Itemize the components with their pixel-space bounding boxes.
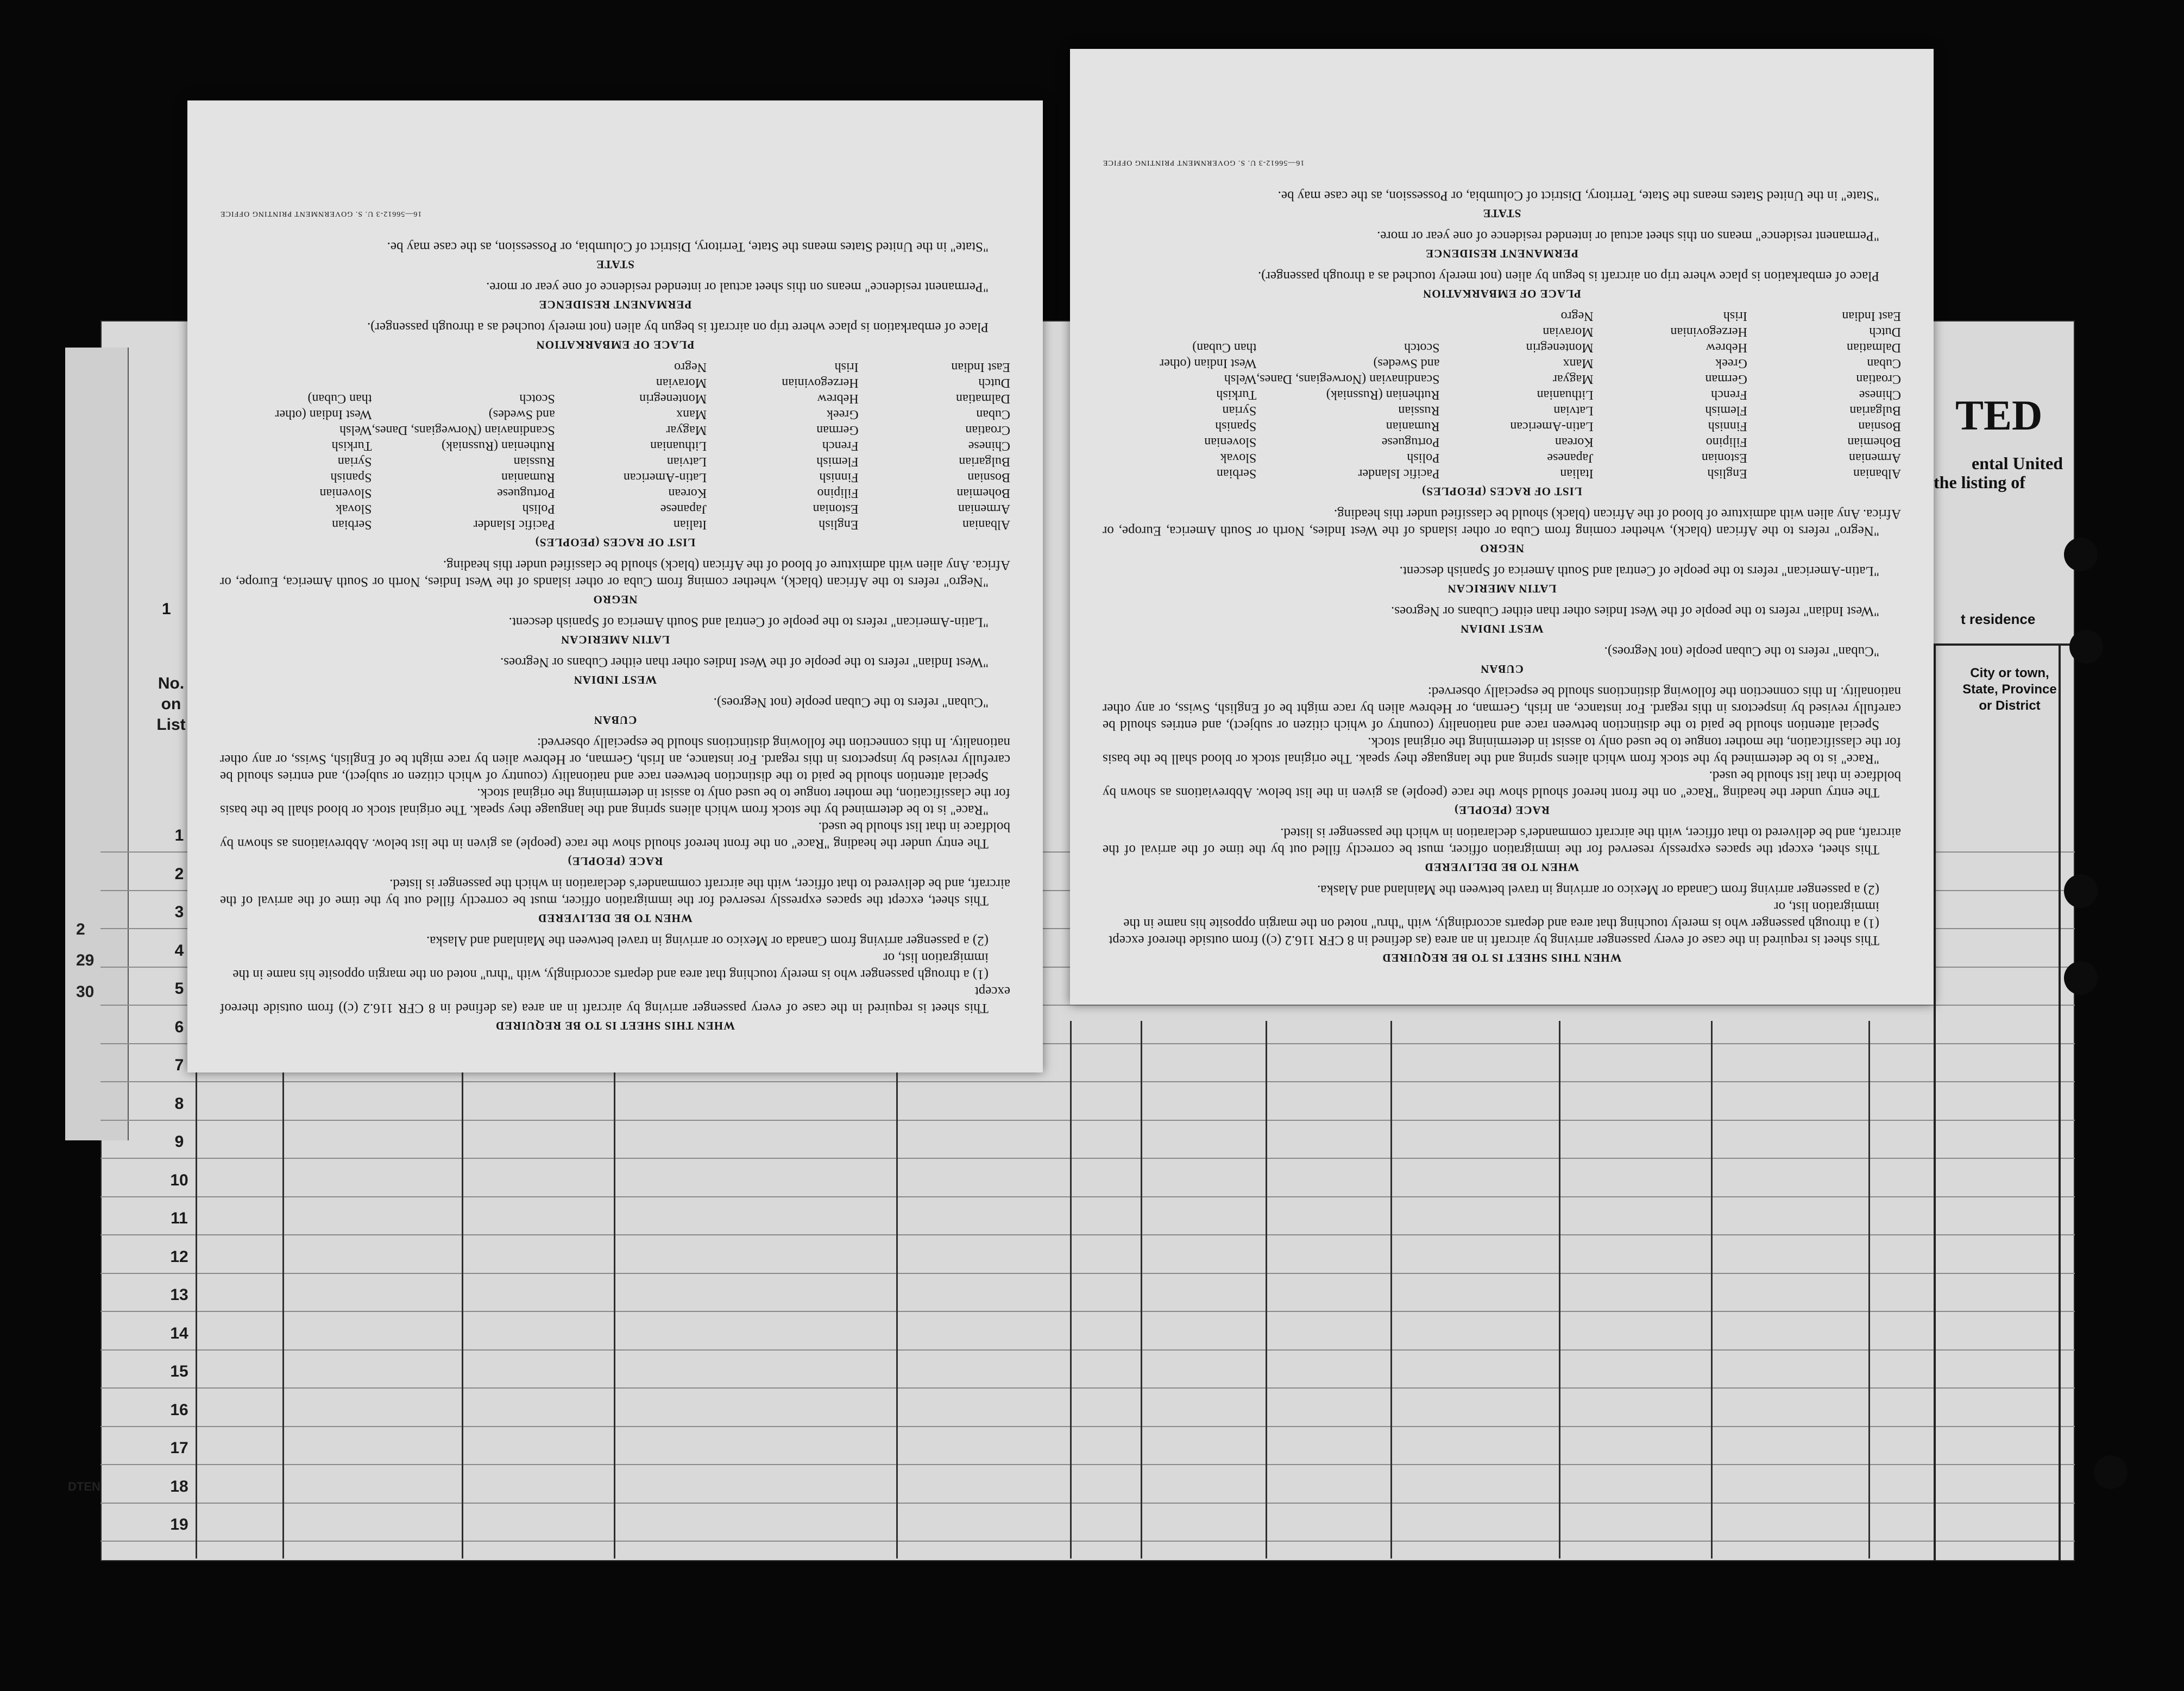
race-entry: Polish [1407, 451, 1440, 465]
race-paragraph: The entry under the heading "Race" on the front hereof should show the race (people) as given in the list below. Abbreviations as shown by boldface in that list should be used. [1103, 768, 1901, 800]
race-entry: East Indian [1842, 309, 1901, 323]
row-number: 13 [170, 1286, 188, 1304]
race-entry: Bohemian [956, 486, 1010, 500]
race-entry: Bulgarian [959, 455, 1010, 469]
row-rule [100, 1234, 2075, 1235]
races-list [220, 359, 1010, 532]
race-entry [220, 375, 372, 390]
race-entry: Pacific Islander [1358, 466, 1440, 481]
race-entry: Greek [1715, 356, 1747, 370]
exception-item-1: (1) a through passenger who is merely touching that area and departs accordingly, with "thru" noted on the margin opposite his name in the immigration list, or [232, 950, 989, 982]
race-entry: Italian [1560, 466, 1594, 481]
col-label-line: No. [158, 674, 185, 692]
row-rule [100, 1196, 2075, 1197]
race-entry [1256, 324, 1439, 339]
race-entry: Herzegovinian [1670, 325, 1747, 339]
races-column [1256, 308, 1439, 481]
row-number: 5 [174, 980, 184, 998]
row-rule [100, 1349, 2075, 1351]
races-column [707, 359, 858, 532]
heading-negro: NEGRO [593, 593, 638, 606]
race-entry: East Indian [951, 360, 1010, 374]
race-entry: Bulgarian [1849, 403, 1901, 418]
race-entry: Latvian [1553, 403, 1594, 418]
stub-number: 2 [76, 920, 85, 938]
race-entry: German [816, 423, 859, 437]
row-number: 4 [174, 941, 184, 960]
race-entry: Russian [1398, 403, 1440, 418]
delivered-paragraph: This sheet, except the spaces expressly reserved for the immigration officer, must be correctly filled out by the time of the arrival of the aircraft, and be delivered to that officer, with the aircraft commander's declaration in which the passenger is listed. [1103, 825, 1901, 857]
instruction-text [220, 133, 1010, 1040]
punch-hole [2064, 961, 2098, 995]
race-entry [1103, 308, 1256, 324]
race-entry: Herzegovinian [782, 376, 859, 390]
race-entry [372, 375, 555, 390]
race-entry: Cuban [1867, 356, 1901, 370]
races-column [1439, 308, 1593, 481]
race-entry: Chinese [968, 439, 1010, 453]
race-entry: Finnish [819, 470, 859, 484]
column-rule [1390, 1021, 1392, 1559]
heading-races-list: LIST OF RACES (PEOPLES) [534, 536, 696, 549]
stub-number: 29 [76, 951, 95, 969]
race-entry: Estonian [1701, 451, 1747, 465]
race-entry: Bosnian [1858, 419, 1901, 433]
race-entry: Japanese [1547, 451, 1594, 465]
race-entry [1103, 324, 1256, 339]
race-entry [1256, 308, 1439, 324]
row-rule [100, 1311, 2075, 1312]
row-rule [100, 1081, 2075, 1082]
heading-required: WHEN THIS SHEET IS TO BE REQUIRED [1382, 951, 1622, 964]
race-entry: than Cuban) [307, 392, 372, 406]
race-entry: Polish [522, 502, 555, 516]
state-paragraph: "State" in the United States means the State, Territory, District of Columbia, or Possession, as the case may be. [387, 239, 989, 254]
race-entry: Scotch [519, 392, 555, 406]
heading-embarkation: PLACE OF EMBARKATION [1423, 287, 1581, 300]
race-entry: Moravian [1543, 325, 1594, 339]
col-label-line: on [161, 695, 181, 713]
race-entry: Pacific Islander [473, 518, 555, 532]
row-number: 1 [174, 826, 184, 844]
row-rule [100, 1273, 2075, 1274]
races-column [859, 359, 1010, 532]
race-entry: Russian [513, 455, 555, 469]
race-entry: Greek [826, 407, 859, 421]
race-entry: Ruthenian (Russniak) [442, 439, 555, 453]
race-entry: Japanese [660, 502, 707, 516]
race-entry: Scandinavian (Norwegians, Danes, [372, 423, 555, 437]
race-entry: Flemish [1705, 403, 1747, 418]
heading-latin-american: LATIN AMERICAN [1447, 582, 1557, 595]
form-header-line: ental United [1972, 453, 2063, 473]
row-rule [100, 1503, 2075, 1504]
negro-paragraph: "Negro" refers to the African (black), whether coming from Cuba or other islands of the West Indies, North or South America, Europe, or Africa. Any alien with admixture of blood of the African (black) should be classified under this heading. [1103, 507, 1901, 538]
instruction-sheet-left [187, 100, 1043, 1072]
column-rule [1266, 1021, 1267, 1559]
race-entry: Dalmatian [1847, 340, 1901, 355]
race-entry: Bohemian [1847, 435, 1901, 449]
race-entry: Spanish [330, 470, 372, 484]
row-number: 11 [171, 1209, 188, 1227]
row-number: 19 [170, 1516, 188, 1534]
row-number: 6 [174, 1018, 184, 1036]
negro-paragraph: "Negro" refers to the African (black), whether coming from Cuba or other islands of the West Indies, North or South America, Europe, or Africa. Any alien with admixture of blood of the African (black) should be classified under this heading. [220, 558, 1010, 589]
race-entry: Ruthenian (Russniak) [1326, 388, 1440, 402]
races-column [220, 359, 372, 532]
permanent-residence-header: t residence [1961, 611, 2036, 627]
races-list [1103, 308, 1901, 481]
column-header-no-on-list [155, 673, 187, 735]
race-entry: Negro [1560, 309, 1594, 323]
city-label-line: or District [1979, 698, 2041, 713]
race-entry: Estonian [813, 502, 859, 516]
heading-west-indian: WEST INDIAN [1460, 622, 1544, 635]
column-rule [282, 1021, 284, 1559]
heading-race: RACE (PEOPLE) [1454, 804, 1550, 817]
stub-code: DTEN [68, 1480, 100, 1493]
race-entry: Slovak [335, 502, 372, 516]
race-entry: Croatian [1856, 372, 1901, 386]
race-entry: Armenian [1849, 451, 1901, 465]
race-entry: Moravian [656, 376, 707, 390]
race-entry: Filipino [817, 486, 859, 500]
race-entry: Dutch [1869, 325, 1901, 339]
race-entry: Hebrew [817, 392, 859, 406]
race-entry: English [1707, 466, 1747, 481]
city-column-header [1958, 665, 2061, 714]
heading-required: WHEN THIS SHEET IS TO BE REQUIRED [495, 1019, 735, 1032]
race-entry: Magyar [1552, 372, 1594, 386]
printer-footer: 16—56612-3 U. S. GOVERNMENT PRINTING OFFICE [1103, 159, 1305, 167]
row-rule [100, 1541, 2075, 1542]
race-entry: Flemish [816, 455, 859, 469]
punch-hole [2064, 874, 2098, 908]
west-indian-paragraph: "West Indian" refers to the people of the West Indies other than either Cubans or Negroes. [500, 655, 989, 670]
column-rule [1559, 1021, 1560, 1559]
race-entry: and Swedes) [488, 407, 555, 421]
race-entry: Turkish [1216, 388, 1257, 402]
delivered-paragraph: This sheet, except the spaces expressly reserved for the immigration officer, must be correctly filled out by the time of the arrival of the aircraft, and be delivered to that officer, with the aircraft commander's declaration in which the passenger is listed. [220, 876, 1010, 908]
cuban-paragraph: "Cuban" refers to the Cuban people (not Negroes). [1604, 644, 1879, 659]
heading-cuban: CUBAN [1480, 662, 1524, 676]
race-entry: Magyar [666, 423, 707, 437]
race-entry: Spanish [1215, 419, 1257, 433]
race-entry: Scotch [1404, 340, 1440, 355]
embarkation-paragraph: Place of embarkation is place where trip on aircraft is begun by alien (not merely touched as a through passenger). [367, 320, 989, 335]
punch-hole [2069, 630, 2103, 664]
race-entry: Manx [1563, 356, 1594, 370]
race-entry: Turkish [331, 439, 372, 453]
race-entry: Slovenian [319, 486, 372, 500]
race-entry: Cuban [976, 407, 1010, 421]
race-entry: Lithuanian [1537, 388, 1594, 402]
race-entry: Dalmatian [956, 392, 1010, 406]
heading-race: RACE (PEOPLE) [567, 855, 663, 868]
race-paragraph: Special attention should be paid to the distinction between race and nationality (country of which citizen or subject), and entries should be carefully revised by inspectors in this regard. For instance, an Irish, German, or Hebrew alien by race might be of English, Swiss, or any other nationality. In this connection the following distinctions should be especially observed: [1103, 684, 1901, 733]
column-rule [1934, 643, 1936, 1561]
race-entry: Serbian [332, 518, 372, 532]
printer-footer: 16—56612-3 U. S. GOVERNMENT PRINTING OFFICE [220, 210, 422, 218]
row-number: 3 [174, 903, 184, 921]
race-entry: Dutch [978, 376, 1010, 390]
permanent-residence-paragraph: "Permanent residence" means on this sheet actual or intended residence of one year or more. [1377, 229, 1879, 243]
race-entry: Irish [1723, 309, 1747, 323]
column-rule [462, 1021, 463, 1559]
form-header-line: the listing of [1934, 472, 2025, 492]
column-rule [614, 1021, 615, 1559]
heading-delivered: WHEN TO BE DELIVERED [538, 912, 693, 925]
left-stub-sheet [65, 348, 129, 1493]
race-entry: Armenian [958, 502, 1010, 516]
column-rule [1711, 1021, 1713, 1559]
race-entry: Syrian [1222, 403, 1257, 418]
race-entry: Bosnian [967, 470, 1010, 484]
instruction-sheet-right [1070, 49, 1934, 1005]
exception-item-1: (1) a through passenger who is merely touching that area and departs accordingly, with "thru" noted on the margin opposite his name in the immigration list, or [1123, 899, 1879, 931]
races-column [1747, 308, 1901, 481]
race-entry [372, 359, 555, 375]
column-rule [896, 1021, 898, 1559]
heading-permanent-residence: PERMANENT RESIDENCE [1425, 247, 1578, 260]
race-entry [220, 359, 372, 375]
row-rule [100, 1464, 2075, 1465]
races-column [1103, 308, 1256, 481]
races-column [1594, 308, 1747, 481]
race-entry: Serbian [1216, 466, 1257, 481]
race-entry: Montenegrin [639, 392, 707, 406]
row-number: 9 [174, 1133, 184, 1151]
latin-american-paragraph: "Latin-American" refers to the people of Central and South America of Spanish descent. [508, 615, 989, 629]
race-entry: Slovenian [1204, 435, 1257, 449]
row-number: 8 [174, 1094, 184, 1113]
race-entry: Chinese [1859, 388, 1901, 402]
west-indian-paragraph: "West Indian" refers to the people of the West Indies other than either Cubans or Negroes. [1391, 604, 1879, 619]
race-entry: Italian [673, 518, 707, 532]
city-label-line: State, Province [1962, 682, 2057, 697]
race-entry: Slovak [1220, 451, 1257, 465]
heading-west-indian: WEST INDIAN [573, 673, 657, 686]
race-entry: Latin-American [623, 470, 707, 484]
column-rule [1934, 643, 2075, 646]
race-entry: Manx [676, 407, 707, 421]
race-paragraph: The entry under the heading "Race" on the front hereof should show the race (people) as given in the list below. Abbreviations as shown by boldface in that list should be used. [220, 819, 1010, 851]
race-entry: Portuguese [497, 486, 555, 500]
exception-item-2: (2) a passenger arriving from Canada or Mexico or arriving in travel between the Mainland and Alaska. [1317, 882, 1879, 897]
row-rule [100, 1120, 2075, 1121]
race-entry: Negro [674, 360, 707, 374]
latin-american-paragraph: "Latin-American" refers to the people of Central and South America of Spanish descent. [1399, 564, 1879, 578]
punch-hole [2064, 538, 2098, 571]
col-label-line: List [156, 716, 186, 734]
race-entry: Hebrew [1705, 340, 1747, 355]
race-entry: Montenegrin [1526, 340, 1594, 355]
row-number: 18 [170, 1477, 188, 1496]
form-title-fragment: TED [1955, 392, 2043, 439]
races-column [372, 359, 555, 532]
race-entry: Croatian [965, 423, 1010, 437]
heading-delivered: WHEN TO BE DELIVERED [1424, 861, 1579, 874]
race-entry: Latin-American [1510, 419, 1594, 433]
race-paragraph: "Race" is to be determined by the stock from which aliens spring and the language they speak. The original stock or blood shall be the basis for the classification, the mother tongue to be used only to assist in determining the original stock. [220, 786, 1010, 817]
state-paragraph: "State" in the United States means the State, Territory, District of Columbia, or Possession, as the case may be. [1277, 188, 1879, 203]
race-entry: Korean [668, 486, 707, 500]
city-label-line: City or town, [1970, 666, 2049, 680]
heading-latin-american: LATIN AMERICAN [561, 633, 670, 646]
embarkation-paragraph: Place of embarkation is place where trip on aircraft is begun by alien (not merely touched as a through passenger). [1257, 269, 1879, 283]
race-entry: West Indian (other [1160, 356, 1257, 370]
permanent-residence-paragraph: "Permanent residence" means on this sheet actual or intended residence of one year or more. [486, 280, 989, 294]
race-entry: Albanian [1853, 466, 1901, 481]
race-entry: Irish [834, 360, 859, 374]
exception-item-2: (2) a passenger arriving from Canada or Mexico or arriving in travel between the Mainland and Alaska. [426, 933, 989, 948]
race-entry: Lithuanian [650, 439, 707, 453]
race-entry: French [1711, 388, 1747, 402]
column-rule [196, 1021, 197, 1559]
race-entry: French [822, 439, 859, 453]
race-entry: than Cuban) [1192, 340, 1257, 355]
column-rule [2059, 643, 2061, 1561]
heading-embarkation: PLACE OF EMBARKATION [536, 338, 695, 351]
race-entry: West Indian (other [275, 407, 372, 421]
row-number: 15 [170, 1362, 188, 1380]
race-entry: English [819, 518, 859, 532]
row-rule [100, 1387, 2075, 1389]
race-entry: German [1705, 372, 1747, 386]
race-paragraph: "Race" is to be determined by the stock from which aliens spring and the language they speak. The original stock or blood shall be the basis for the classification, the mother tongue to be used only to assist in determining the original stock. [1103, 735, 1901, 766]
race-entry: Syrian [337, 455, 372, 469]
row-number: 16 [170, 1400, 188, 1419]
punch-hole [2094, 1455, 2128, 1489]
heading-state: STATE [596, 258, 634, 271]
heading-state: STATE [1482, 207, 1521, 220]
column-rule [1070, 1021, 1072, 1559]
row-rule [100, 1426, 2075, 1427]
row-rule [100, 1158, 2075, 1159]
race-paragraph: Special attention should be paid to the distinction between race and nationality (country of which citizen or subject), and entries should be carefully revised by inspectors in this regard. For instance, an Irish, German, or Hebrew alien by race might be of English, Swiss, or any other nationality. In this connection the following distinctions should be especially observed: [220, 735, 1010, 784]
row-number: 2 [174, 865, 184, 883]
instruction-text [1103, 81, 1901, 972]
race-entry: Scandinavian (Norwegians, Danes, [1256, 372, 1440, 386]
column-number: 1 [162, 600, 171, 618]
race-entry: Portuguese [1381, 435, 1440, 449]
heading-negro: NEGRO [1480, 542, 1525, 555]
race-entry: Rumanian [1386, 419, 1440, 433]
race-entry: Korean [1554, 435, 1594, 449]
race-entry: Welsh [1224, 372, 1257, 386]
race-entry: Finnish [1708, 419, 1747, 433]
row-number: 12 [170, 1247, 188, 1266]
row-number: 10 [170, 1171, 188, 1189]
row-number: 14 [170, 1324, 188, 1342]
heading-cuban: CUBAN [593, 714, 637, 727]
column-rule [1868, 1021, 1870, 1559]
race-entry: Latvian [666, 455, 707, 469]
heading-permanent-residence: PERMANENT RESIDENCE [538, 298, 692, 311]
stub-number: 30 [76, 983, 95, 1001]
race-entry: Filipino [1705, 435, 1747, 449]
row-number: 7 [174, 1056, 184, 1074]
race-entry: Rumanian [501, 470, 555, 484]
cuban-paragraph: "Cuban" refers to the Cuban people (not Negroes). [713, 695, 989, 710]
row-number: 17 [170, 1439, 188, 1457]
intro-paragraph: This sheet is required in the case of every passenger arriving by aircraft in an area (as defined in 8 CFR 116.2 (c)) from outside thereof except [1109, 933, 1879, 948]
intro-paragraph: This sheet is required in the case of every passenger arriving by aircraft in an area (as defined in 8 CFR 116.2 (c)) from outside thereof except [220, 984, 1010, 1015]
races-column [555, 359, 707, 532]
race-entry: Welsh [339, 423, 372, 437]
race-entry: and Swedes) [1373, 356, 1440, 370]
heading-races-list: LIST OF RACES (PEOPLES) [1421, 485, 1582, 498]
column-rule [1141, 1021, 1142, 1559]
race-entry: Albanian [962, 518, 1010, 532]
